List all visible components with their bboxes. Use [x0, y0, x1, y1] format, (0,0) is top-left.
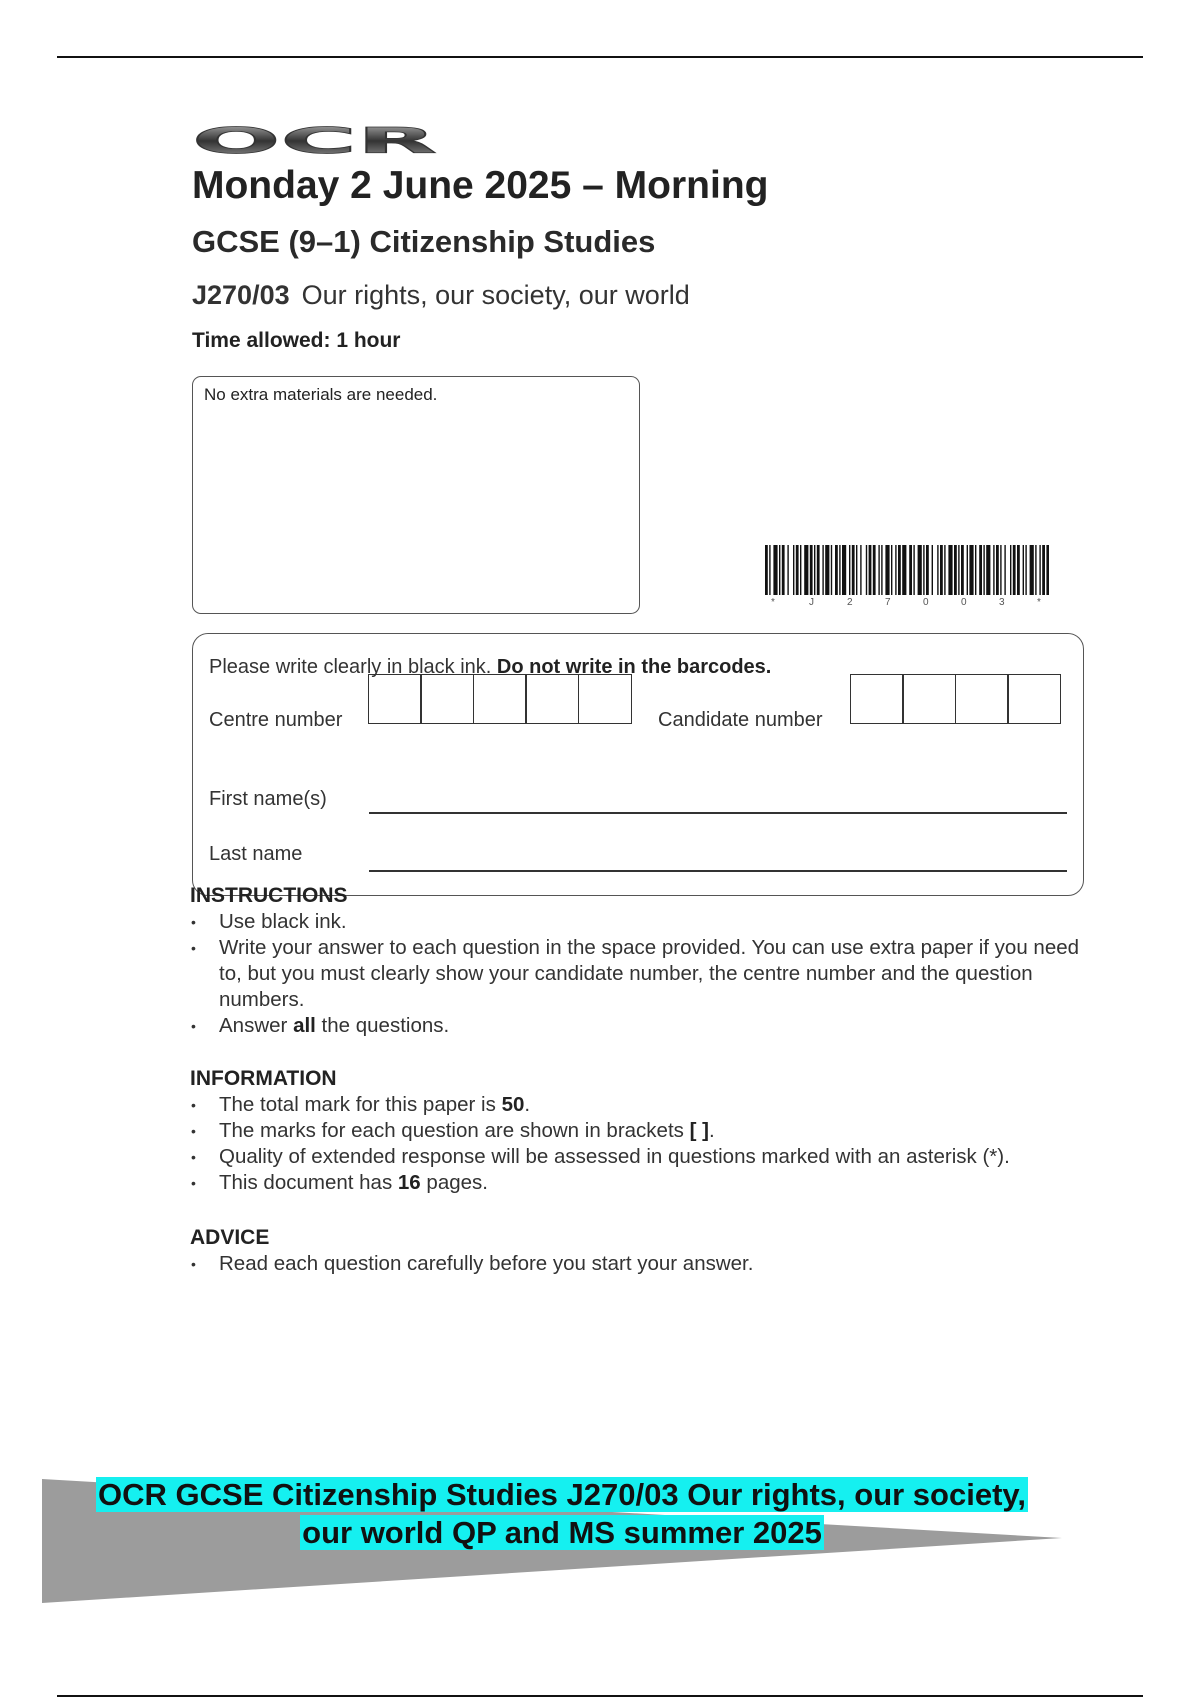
- centre-number-label: Centre number: [209, 709, 343, 731]
- candidate-instruction-plain: Please write clearly in black ink.: [209, 656, 497, 678]
- first-name-label: First name(s): [209, 788, 327, 810]
- barcode-bar: [1017, 545, 1020, 595]
- paper-title-line: [192, 280, 690, 311]
- time-allowed: Time allowed: 1 hour: [192, 329, 401, 352]
- candidate-number-boxes: [851, 674, 1061, 724]
- advice-heading: ADVICE: [190, 1226, 270, 1249]
- barcode-bar: [839, 545, 840, 595]
- barcode-digit: J: [809, 597, 814, 607]
- barcode-bar: [1046, 545, 1049, 595]
- document-banner-title: [72, 1476, 1052, 1552]
- bullet-glyph: •: [191, 1123, 196, 1139]
- barcode-bar: [948, 545, 952, 595]
- materials-text: No extra materials are needed.: [204, 385, 438, 404]
- barcode-digit: 0: [923, 597, 929, 607]
- barcode-bar: [940, 545, 943, 595]
- instructions-heading: INSTRUCTIONS: [190, 884, 348, 907]
- barcode-bar: [891, 545, 892, 595]
- bullet-glyph: •: [191, 1149, 196, 1165]
- barcode-bar: [958, 545, 959, 595]
- barcode-bar: [918, 545, 922, 595]
- centre-number-boxes: [369, 674, 632, 724]
- barcode-bar: [993, 545, 994, 595]
- barcode-bar: [822, 545, 823, 595]
- ocr-logo: [192, 112, 442, 160]
- barcode-bar: [881, 545, 882, 595]
- barcode-bar: [1030, 545, 1034, 595]
- bullet-glyph: •: [191, 1018, 196, 1034]
- barcode-bar: [923, 545, 924, 595]
- instruction-item: • Write your answer to each question in the space provided. You can use extra paper if you need to, but you must clearly show your candidate number, the centre number and the question numbers.: [191, 936, 1080, 1011]
- barcode-bar: [909, 545, 912, 595]
- barcode-bar: [810, 545, 813, 595]
- barcode-bar: [804, 545, 808, 595]
- centre-digit-box[interactable]: [420, 674, 474, 724]
- barcode-bar: [842, 545, 846, 595]
- instructions-list: [190, 909, 1090, 1039]
- ocr-logo-text: OCR: [192, 120, 437, 160]
- barcode-bar: [1013, 545, 1016, 595]
- barcode-bar: [932, 545, 933, 595]
- barcode-bar: [979, 545, 982, 595]
- barcode-bar: [983, 545, 984, 595]
- information-item: • The total mark for this paper is 50.: [191, 1093, 531, 1116]
- exam-subject: GCSE (9–1) Citizenship Studies: [192, 224, 656, 259]
- paper-code: J270/03: [192, 280, 290, 310]
- centre-digit-box[interactable]: [368, 674, 422, 724]
- bullet-glyph: •: [191, 1256, 196, 1272]
- materials-box: [192, 376, 640, 614]
- barcode-bar: [782, 545, 785, 595]
- candidate-instruction-bold: Do not write in the barcodes.: [496, 656, 772, 678]
- last-name-label: Last name: [209, 843, 303, 865]
- paper-title: Our rights, our society, our world: [301, 280, 690, 310]
- bullet-glyph: •: [191, 914, 196, 930]
- barcode-digit: 3: [999, 597, 1005, 607]
- barcode-digit: *: [1037, 597, 1041, 607]
- barcode-bar: [944, 545, 945, 595]
- barcode-bar: [779, 545, 780, 595]
- candidate-number-label: Candidate number: [658, 709, 823, 731]
- barcode-bar: [852, 545, 855, 595]
- instruction-item: • Answer all the questions.: [191, 1014, 450, 1037]
- barcode-bar: [1042, 545, 1045, 595]
- candidate-digit-box[interactable]: [902, 674, 956, 724]
- centre-digit-box[interactable]: [578, 674, 632, 724]
- barcode-bar: [967, 545, 968, 595]
- barcode-bar: [814, 545, 815, 595]
- barcode-bar: [856, 545, 857, 595]
- barcode-bar: [1010, 545, 1011, 595]
- barcode-bar: [878, 545, 879, 595]
- barcode-bar: [986, 545, 990, 595]
- candidate-details-box: [192, 633, 1084, 896]
- information-item: • The marks for each question are shown in brackets [ ].: [191, 1119, 715, 1142]
- instruction-item: • Use black ink.: [191, 910, 347, 933]
- centre-digit-box[interactable]: [525, 674, 579, 724]
- barcode-bar: [954, 545, 957, 595]
- bullet-glyph: •: [191, 940, 196, 956]
- barcode-bar: [825, 545, 829, 595]
- barcode-bar: [793, 545, 794, 595]
- barcode-bar: [1035, 545, 1036, 595]
- barcode-bar: [860, 545, 861, 595]
- barcode-bar: [1039, 545, 1040, 595]
- barcode-bar: [769, 545, 770, 595]
- barcode-bar: [765, 545, 768, 595]
- barcode-bar: [800, 545, 801, 595]
- advice-list: [190, 1251, 1090, 1277]
- barcode-bar: [885, 545, 889, 595]
- barcode-digit: 7: [885, 597, 891, 607]
- barcode: [763, 545, 1049, 607]
- barcode-bar: [773, 545, 777, 595]
- barcode-bar: [996, 545, 999, 595]
- advice-item: • Read each question carefully before you start your answer.: [191, 1252, 754, 1275]
- barcode-bar: [1004, 545, 1005, 595]
- barcode-bar: [961, 545, 964, 595]
- exam-date-session: Monday 2 June 2025 – Morning: [192, 164, 769, 207]
- barcode-bar: [895, 545, 896, 595]
- barcode-bar: [902, 545, 906, 595]
- last-name-line[interactable]: [369, 870, 1067, 872]
- barcode-bar: [1025, 545, 1026, 595]
- information-item: • This document has 16 pages.: [191, 1171, 488, 1194]
- candidate-digit-box[interactable]: [955, 674, 1009, 724]
- centre-digit-box[interactable]: [473, 674, 527, 724]
- bullet-glyph: •: [191, 1097, 196, 1113]
- bullet-glyph: •: [191, 1175, 196, 1191]
- barcode-digit: 2: [847, 597, 853, 607]
- information-list: [190, 1092, 1090, 1196]
- barcode-bar: [1023, 545, 1024, 595]
- bottom-rule: [57, 1695, 1143, 1697]
- barcode-digit: *: [771, 597, 775, 607]
- first-name-line[interactable]: [369, 812, 1067, 814]
- barcode-bar: [873, 545, 876, 595]
- barcode-digit: 0: [961, 597, 967, 607]
- barcode-bar: [835, 545, 838, 595]
- barcode-bar: [849, 545, 850, 595]
- top-rule: [57, 56, 1143, 58]
- information-heading: INFORMATION: [190, 1067, 337, 1090]
- banner-line-2: our world QP and MS summer 2025: [302, 1515, 822, 1550]
- barcode-bar: [869, 545, 872, 595]
- barcode-bar: [1000, 545, 1001, 595]
- barcode-bar: [926, 545, 929, 595]
- barcode-bar: [937, 545, 938, 595]
- candidate-digit-box[interactable]: [850, 674, 904, 724]
- barcode-bar: [817, 545, 820, 595]
- barcode-bar: [913, 545, 914, 595]
- barcode-bar: [787, 545, 788, 595]
- banner-line-1: OCR GCSE Citizenship Studies J270/03 Our rights, our society,: [98, 1477, 1026, 1512]
- barcode-bar: [898, 545, 901, 595]
- barcode-bar: [866, 545, 867, 595]
- information-item: • Quality of extended response will be assessed in questions marked with an asterisk (*).: [191, 1145, 1010, 1168]
- candidate-digit-box[interactable]: [1007, 674, 1061, 724]
- barcode-bar: [975, 545, 976, 595]
- barcode-bar: [796, 545, 799, 595]
- barcode-bar: [831, 545, 832, 595]
- barcode-bar: [969, 545, 973, 595]
